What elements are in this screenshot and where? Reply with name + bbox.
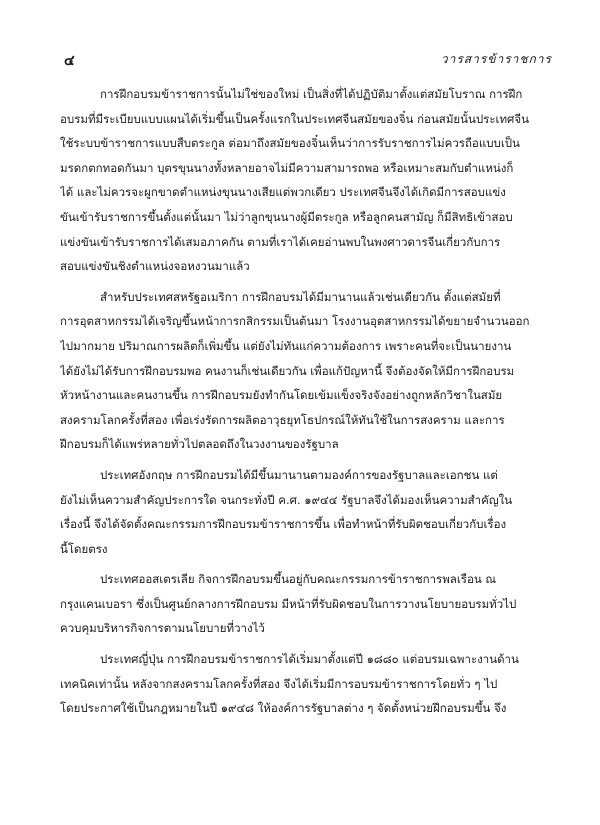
text-line: สอบแข่งขันชิงตำแหน่งจอหงวนมาแล้ว bbox=[60, 259, 250, 274]
paragraph bbox=[60, 567, 546, 641]
paragraph bbox=[60, 285, 546, 457]
text-line: ยังไม่เห็นความสำคัญประการใด จนกระทั่งปี ค.ศ. ๑๙๔๔ รัฐบาลจึงได้มองเห็นความสำคัญใน bbox=[60, 492, 513, 507]
text-line: ควบคุมบริหารกิจการตามนโยบายที่วางไว้ bbox=[60, 621, 265, 636]
text-line: สงครามโลกครั้งที่สอง เพื่อเร่งรัดการผลิตอาวุธยุทโธปกรณ์ให้ทันใช้ในการสงคราม และการ bbox=[60, 412, 505, 427]
paragraph bbox=[60, 647, 546, 721]
text-line: ได้ และไม่ควรจะผูกขาดตำแหน่งขุนนางเสียแต่พวกเดียว ประเทศจีนจึงได้เกิดมีการสอบแข่ง bbox=[60, 185, 506, 200]
text-line: หัวหน้างานและคนงานขึ้น การฝึกอบรมยังทำกันโดยเข้มแข็งจริงจังอย่างถูกหลักวิชาในสมัย bbox=[60, 388, 503, 403]
text-line: โดยประกาศใช้เป็นกฎหมายในปี ๑๙๔๘ ให้องค์การรัฐบาลต่าง ๆ จัดตั้งหน่วยฝึกอบรมขึ้น จึง bbox=[60, 701, 507, 716]
text-line: ใช้ระบบข้าราชการแบบสืบตระกูล ต่อมาถึงสมัยของจิ๋นเห็นว่าการรับราชการไม่ควรถือแบบเป็น bbox=[60, 136, 520, 151]
text-line: ประเทศอังกฤษ การฝึกอบรมได้มีขึ้นมานานตามองค์การของรัฐบาลและเอกชน แต่ bbox=[100, 467, 498, 482]
text-line: ประเทศญี่ปุ่น การฝึกอบรมข้าราชการได้เริ่มมาตั้งแต่ปี ๑๘๘๐ แต่อบรมเฉพาะงานด้าน bbox=[100, 652, 519, 667]
text-line: ได้ยังไม่ได้รับการฝึกอบรมพอ คนงานก็เช่นเดียวกัน เพื่อแก้ปัญหานี้ จึงต้องจัดให้มีการฝึกอบรม bbox=[60, 363, 515, 378]
text-line: ไปมากมาย ปริมาณการผลิตก็เพิ่มขึ้น แต่ยังไม่ทันแก่ความต้องการ เพราะคนที่จะเป็นนายงาน bbox=[60, 338, 512, 353]
text-line: นี้โดยตรง bbox=[60, 541, 108, 556]
paragraph bbox=[60, 82, 546, 279]
text-line: การฝึกอบรมข้าราชการนั้นไม่ใช่ของใหม่ เป็นสิ่งที่ได้ปฏิบัติมาตั้งแต่สมัยโบราณ การฝึก bbox=[100, 87, 523, 101]
text-line: อบรมที่มีระเบียบแบบแผนได้เริ่มขึ้นเป็นครั้งแรกในประเทศจีนสมัยของจิ๋น ก่อนสมัยนั้นประเทศจีน bbox=[60, 111, 529, 126]
text-line: เทคนิคเท่านั้น หลังจากสงครามโลกครั้งที่สอง จึงได้เริ่มมีการอบรมข้าราชการโดยทั่ว ๆ ไป bbox=[60, 676, 498, 691]
body-text bbox=[60, 82, 546, 721]
text-line: กรุงแคนเบอรา ซึ่งเป็นศูนย์กลางการฝึกอบรม มีหน้าที่รับผิดชอบในการวางนโยบายอบรมทั่วไป bbox=[60, 596, 517, 611]
text-line: การอุตสาหกรรมได้เจริญขึ้นหน้าการกสิกรรมเป็นต้นมา โรงงานอุตสาหกรรมได้ขยายจำนวนออก bbox=[60, 314, 530, 329]
running-header: วารสารข้าราชการ bbox=[440, 52, 552, 66]
text-line: ประเทศออสเตรเลีย กิจการฝึกอบรมขึ้นอยู่กับคณะกรรมการข้าราชการพลเรือน ณ bbox=[100, 572, 497, 587]
page-number: ๔ bbox=[64, 53, 75, 69]
text-line: แข่งขันเข้ารับราชการได้เสมอภาคกัน ตามที่เราได้เคยอ่านพบในพงศาวดารจีนเกี่ยวกับการ bbox=[60, 234, 501, 249]
text-line: ฝึกอบรมก็ได้แพร่หลายทั่วไปตลอดถึงในวงงานของรัฐบาล bbox=[60, 437, 339, 452]
text-line: มรดกตกทอดกันมา บุตรขุนนางทั้งหลายอาจไม่มีความสามารถพอ หรือเหมาะสมกับตำแหน่งก็ bbox=[60, 160, 514, 175]
text-line: สำหรับประเทศสหรัฐอเมริกา การฝึกอบรมได้มีมานานแล้วเช่นเดียวกัน ตั้งแต่สมัยที่ bbox=[100, 289, 501, 304]
text-line: เรื่องนี้ จึงได้จัดตั้งคณะกรรมการฝึกอบรมข้าราชการขึ้น เพื่อทำหน้าที่รับผิดชอบเกี่ยวกับเรื่อง bbox=[60, 517, 507, 532]
paragraph bbox=[60, 463, 546, 561]
text-line: ขันเข้ารับราชการขึ้นตั้งแต่นั้นมา ไม่ว่าลูกขุนนางผู้มีตระกูล หรือลูกคนสามัญ ก็มีสิทธิเข้าสอบ bbox=[60, 209, 513, 224]
